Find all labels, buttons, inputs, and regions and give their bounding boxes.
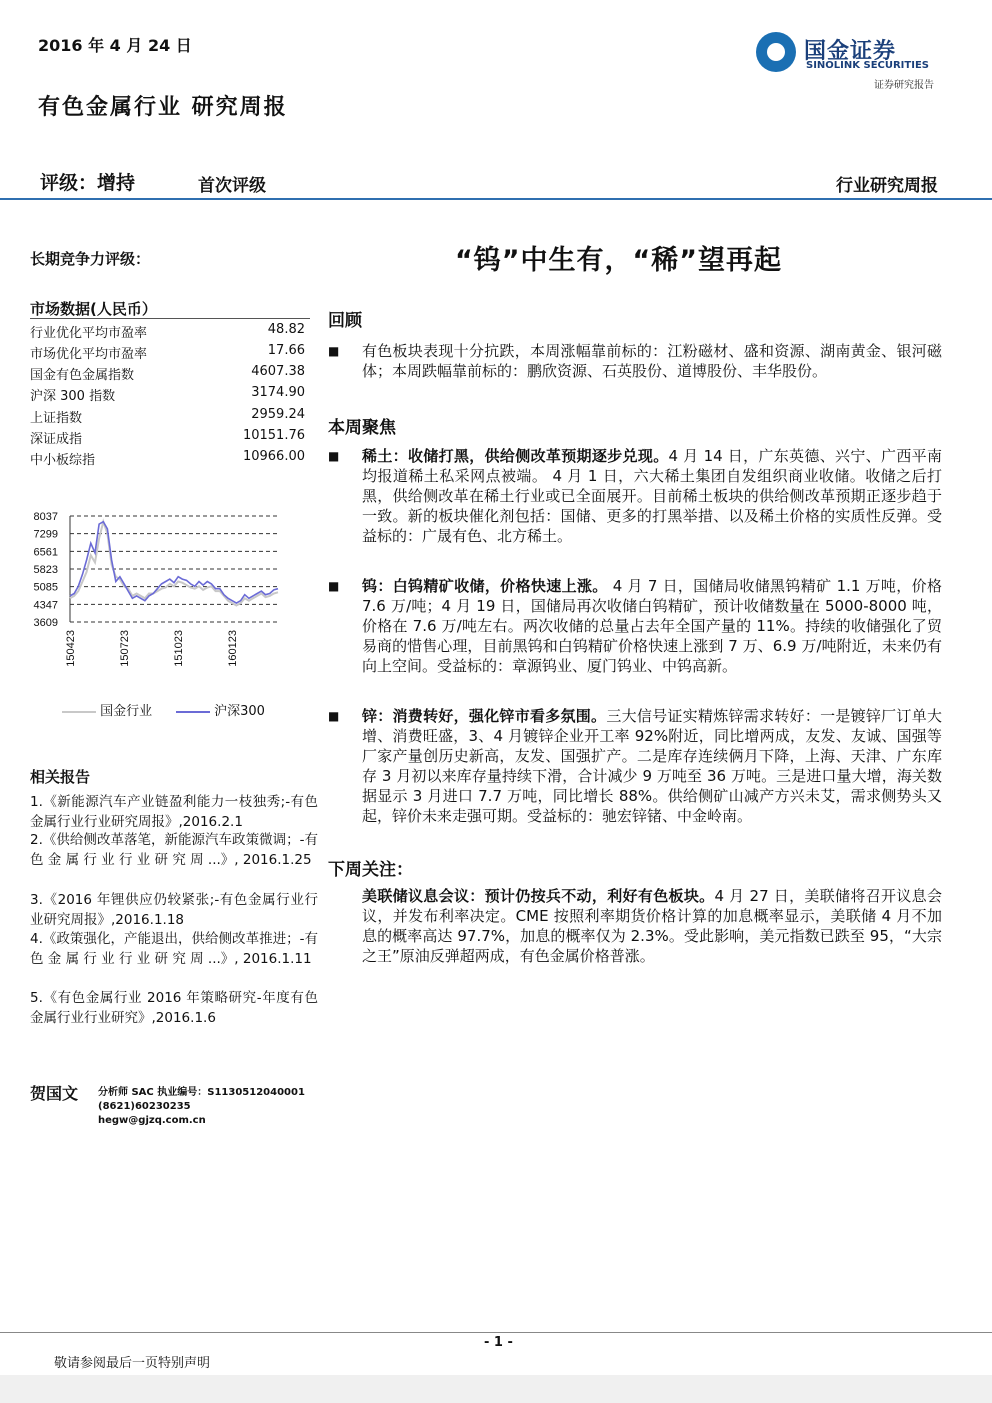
rating-label: 评级：增持 — [40, 172, 136, 194]
focus-paragraph-tungsten — [362, 576, 942, 676]
market-data-label: 沪深 300 指数 — [30, 389, 116, 404]
market-data-value: 4607.38 — [251, 364, 305, 379]
company-logo — [756, 30, 946, 90]
bullet-icon: ■ — [328, 344, 340, 358]
market-data-value: 2959.24 — [251, 407, 305, 422]
series-line-industry — [70, 522, 278, 606]
legend-swatch-hs300 — [176, 711, 210, 713]
x-tick-label: 151023 — [173, 630, 186, 667]
market-data-value: 17.66 — [267, 343, 305, 358]
market-data-label: 深证成指 — [30, 432, 83, 447]
analyst-sac-id: 分析师 SAC 执业编号：S1130512040001 — [98, 1087, 305, 1098]
x-tick-label: 150723 — [119, 630, 132, 667]
industry-title: 有色金属行业 研究周报 — [38, 95, 288, 120]
related-report-item[interactable]: 4.《政策强化，产能退出，供给侧改革推进；-有 色 金 属 行 业 行 业 研 究 周 ...》, 2016.1.11 — [30, 931, 318, 967]
next-week-text: 4 月 27 日，美联储将召开议息会议，并发布利率决定。CME 按照利率期货价格计算的加息概率显示，美联储 4 月不加息的概率高达 97.7%，加息的概率仅为 2.3%。受此影响，美元指数已跌至 95，“大宗之王”原油反弹超两成，有色金属价格普涨。 — [362, 887, 942, 965]
x-tick-label: 150423 — [65, 630, 77, 667]
y-tick-label: 8037 — [33, 511, 58, 523]
page-number: - 1 - — [484, 1335, 513, 1350]
y-tick-label: 4347 — [33, 599, 58, 612]
y-tick-label: 3609 — [33, 617, 58, 629]
logo-mark-icon — [756, 32, 796, 72]
analyst-email[interactable]: hegw@gjzq.com.cn — [98, 1115, 206, 1126]
market-data-value: 48.82 — [267, 322, 305, 337]
market-data-divider — [30, 318, 310, 319]
next-week-paragraph — [362, 886, 942, 966]
analyst-phone: (8621)60230235 — [98, 1101, 191, 1112]
related-report-item[interactable]: 1.《新能源汽车产业链盈利能力一枝独秀;-有色金属行业行业研究周报》,2016.2.1 — [30, 794, 318, 830]
related-report-item[interactable]: 2.《供给侧改革落笔，新能源汽车政策微调；-有 色 金 属 行 业 行 业 研 究 周 ...》, 2016.1.25 — [30, 832, 318, 868]
legend-item-hs300 — [176, 700, 265, 719]
market-data-row — [30, 343, 305, 364]
long-term-competitiveness-label: 长期竞争力评级： — [30, 250, 151, 268]
focus-paragraph-rare-earth — [362, 446, 942, 546]
market-data-label: 上证指数 — [30, 411, 83, 426]
y-tick-label: 5823 — [33, 564, 58, 576]
y-tick-label: 7299 — [33, 528, 58, 541]
market-data-label: 国金有色金属指数 — [30, 368, 135, 383]
report-type-label: 行业研究周报 — [836, 176, 938, 196]
market-data-label: 行业优化平均市盈率 — [30, 326, 148, 341]
focus-text: 4 月 7 日，国储局收储黑钨精矿 1.1 万吨，价格 7.6 万/吨；4 月 19 日，国储局再次收储白钨精矿，预计收储数量在 5000-8000 吨，价格在 7.6 万/吨左右。两次收储的总量占去年全国产量的 11%。持续的收储强化了贸易商的惜售心理，目前黑钨和白钨精矿价格快速上涨到 7 万、6.9 万/吨附近，未来仍有向上空间。受益标的：章源钨业、厦门钨业、中钨高新。 — [362, 577, 942, 675]
first-rating-label: 首次评级 — [198, 176, 266, 196]
market-data-value: 10966.00 — [242, 449, 305, 464]
legend-swatch-industry — [62, 711, 96, 713]
section-heading-focus: 本周聚焦 — [328, 418, 396, 438]
section-heading-review: 回顾 — [328, 311, 362, 331]
market-data-row — [30, 364, 305, 385]
market-data-value: 3174.90 — [251, 385, 305, 400]
header-divider — [0, 198, 992, 200]
analyst-info — [98, 1086, 305, 1128]
report-date: 2016 年 4 月 24 日 — [38, 36, 192, 55]
market-data-row — [30, 428, 305, 449]
focus-lead: 锌：消费转好，强化锌市看多氛围。 — [362, 707, 607, 725]
next-week-lead: 美联储议息会议：预计仍按兵不动，利好有色板块。 — [362, 887, 715, 905]
legend-label-industry: 国金行业 — [100, 704, 153, 719]
legend-item-industry — [62, 700, 152, 719]
market-data-label: 市场优化平均市盈率 — [30, 347, 148, 362]
review-paragraph: 有色板块表现十分抗跌，本周涨幅靠前标的：江粉磁材、盛和资源、湖南黄金、银河磁体；本周跌幅靠前标的：鹏欣资源、石英股份、道博股份、丰华股份。 — [362, 342, 942, 380]
legend-label-hs300: 沪深300 — [214, 704, 265, 719]
logo-subtitle: 证券研究报告 — [874, 80, 934, 91]
analyst-name: 贺国文 — [30, 1084, 79, 1103]
report-headline: “钨”中生有，“稀”望再起 — [455, 245, 782, 276]
market-data-label: 中小板综指 — [30, 453, 96, 468]
bullet-icon: ■ — [328, 449, 340, 463]
disclaimer-text: 敬请参阅最后一页特别声明 — [54, 1356, 211, 1371]
y-tick-label: 6561 — [33, 546, 58, 559]
y-tick-label: 5085 — [33, 581, 58, 594]
footer-divider — [0, 1332, 992, 1333]
related-report-item[interactable]: 5.《有色金属行业 2016 年策略研究-年度有色金属行业行业研究》,2016.1.6 — [30, 990, 318, 1026]
logo-en-text: SINOLINK SECURITIES — [806, 60, 929, 71]
section-heading-next-week: 下周关注： — [328, 860, 413, 880]
bullet-icon: ■ — [328, 579, 340, 593]
market-data-row — [30, 449, 305, 470]
market-data-title: 市场数据(人民币） — [30, 300, 157, 318]
focus-text: 4 月 14 日，广东英德、兴宁、广西平南均报道稀土私采网点被端。 4 月 1 日，六大稀土集团自发组织商业收储。收储之后打黑，供给侧改革在稀土行业或已全面展开。目前稀土板块的供给侧改革预期正逐步趋于一致。新的板块催化剂包括：国储、更多的打黑举措、以及稀土价格的实质性反弹。受益标的：广晟有色、北方稀土。 — [362, 447, 942, 545]
footer-band — [0, 1375, 992, 1403]
market-data-row — [30, 385, 305, 406]
market-data-row — [30, 322, 305, 343]
logo-cn-text: 国金证券 — [804, 39, 897, 64]
index-comparison-chart — [24, 496, 294, 676]
focus-lead: 钨：白钨精矿收储，价格快速上涨。 — [362, 577, 608, 595]
focus-lead: 稀土：收储打黑，供给侧改革预期逐步兑现。 — [362, 447, 669, 465]
focus-text: 三大信号证实精炼锌需求转好：一是镀锌厂订单大增、消费旺盛，3、4 月镀锌企业开工率 92%附近，同比增两成，友发、友诚、国强等厂家产量创历史新高，友发、国强扩产。二是库存连续俩月下降，上海、天津、广东库存 3 月初以来库存量持续下滑，合计减少 9 万吨至 36 万吨。三是进口量大增，海关数据显示 3 月进口 7.7 万吨，同比增长 88%。供给侧矿山减产方兴未艾，需求侧势头又起，锌价未来走强可期。受益标的：驰宏锌锗、中金岭南。 — [362, 707, 942, 825]
market-data-value: 10151.76 — [242, 428, 305, 443]
x-tick-label: 160123 — [227, 630, 240, 667]
market-data-row — [30, 407, 305, 428]
bullet-icon: ■ — [328, 709, 340, 723]
related-reports-title: 相关报告 — [30, 768, 91, 786]
focus-paragraph-zinc — [362, 706, 942, 826]
related-report-item[interactable]: 3.《2016 年锂供应仍较紧张;-有色金属行业行业研究周报》,2016.1.18 — [30, 892, 318, 928]
